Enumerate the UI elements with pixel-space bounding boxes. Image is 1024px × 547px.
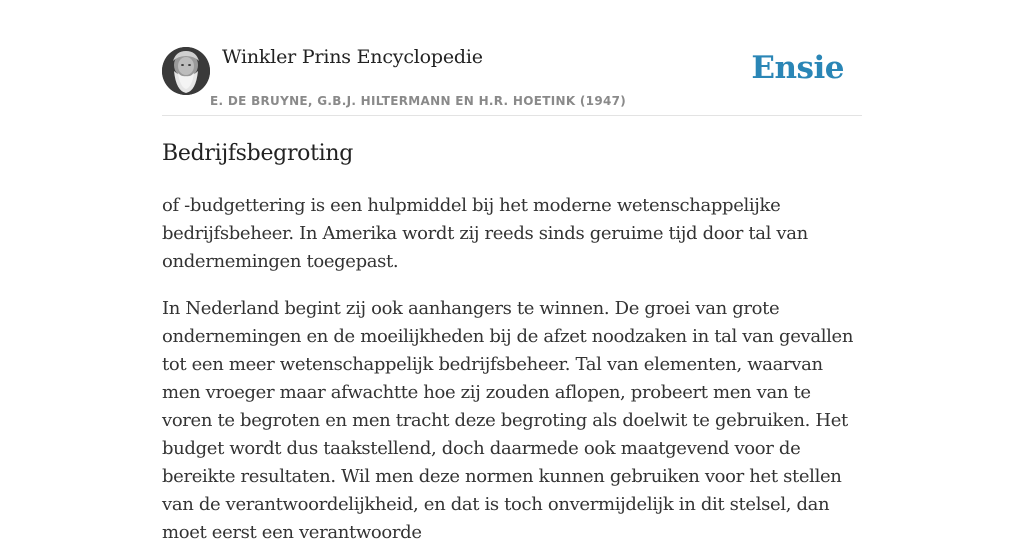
brand-logo[interactable]: Ensie [751,50,844,86]
site-header [162,0,862,116]
article [162,140,862,547]
page-title: Bedrijfsbegroting [162,141,354,166]
article-paragraph: In Nederland begint zij ook aanhangers te winnen. De groei van grote ondernemingen en de moeilijkheden bij de afzet noodzaken in tal van gevallen tot een meer wetenschappelijk bedrijfsbeheer. Tal van elementen, waarvan men vroeger maar afwachtte hoe zij zouden aflopen, probeert men van te voren te begroten en men tracht deze begroting als doelwit te gebruiken. Het budget wordt dus taakstellend, doch daarmede ook maatgevend voor de bereikte resultaten. Wil men deze normen kunnen gebruiken voor het stellen van de verantwoordelijkheid, en dat is toch onvermijdelijk in dit stelsel, dan moet eerst een verantwoorde [162,298,854,543]
article-paragraph: of -budgettering is een hulpmiddel bij het moderne wetenschappelijke bedrijfsbeheer. In Amerika wordt zij reeds sinds geruime tijd door tal van ondernemingen toegepast. [162,195,808,272]
site-title[interactable]: Winkler Prins Encyclopedie [222,46,483,68]
site-subtitle: E. DE BRUYNE, G.B.J. HILTERMANN EN H.R. HOETINK (1947) [210,94,627,108]
portrait-icon [162,47,210,95]
avatar[interactable] [162,47,210,95]
